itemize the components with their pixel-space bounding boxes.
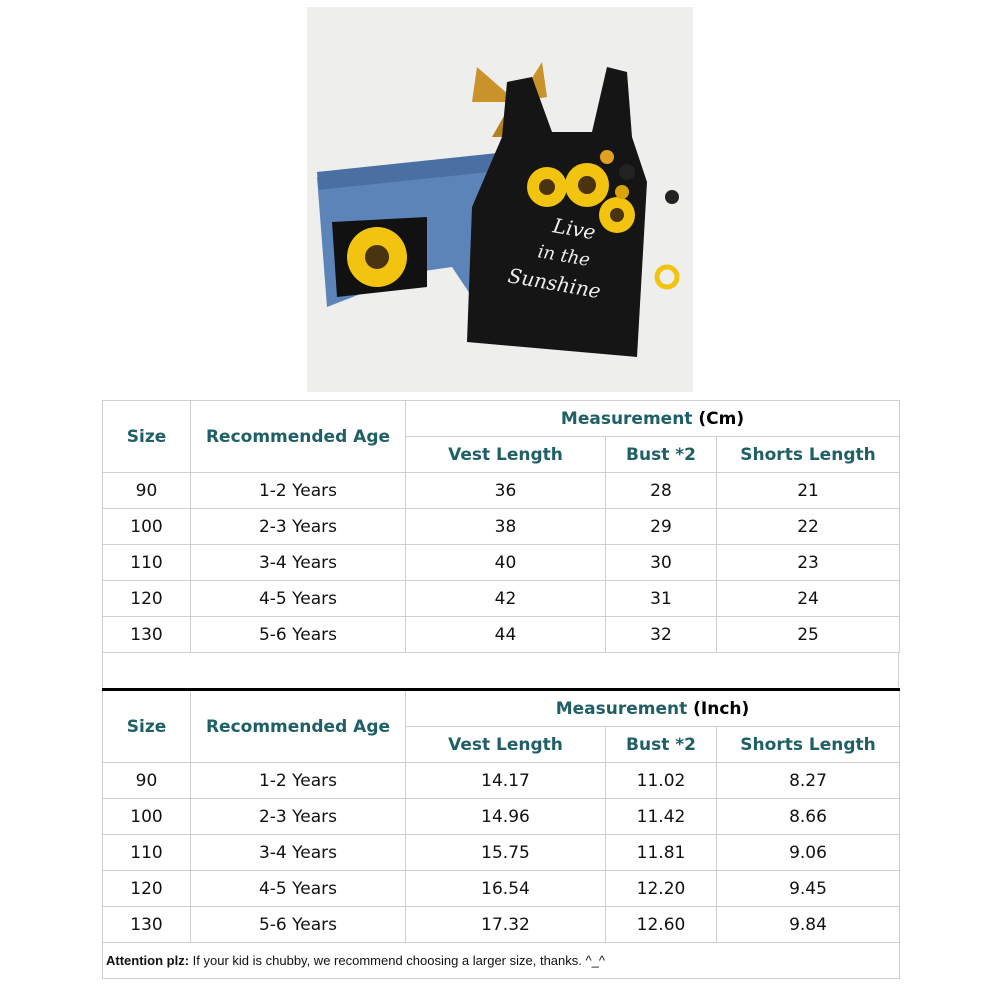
table-cell: 8.27 <box>717 763 900 799</box>
table-cell: 5-6 Years <box>191 617 406 653</box>
print-text-line: Live <box>551 213 598 245</box>
header-measurement: Measurement (Inch) <box>406 690 900 727</box>
table-row <box>103 545 900 581</box>
table-cell: 120 <box>103 871 191 907</box>
table-cell: 31 <box>606 581 717 617</box>
spacer-row <box>102 652 899 687</box>
unit-label: (Cm) <box>698 408 745 429</box>
table-cell: 2-3 Years <box>191 509 406 545</box>
table-cell: 8.66 <box>717 799 900 835</box>
table-cell: 90 <box>103 473 191 509</box>
table-cell: 32 <box>606 617 717 653</box>
attention-note: Attention plz: If your kid is chubby, we recommend choosing a larger size, thanks. ^_^ <box>103 943 900 979</box>
table-row <box>103 617 900 653</box>
table-cell: 21 <box>717 473 900 509</box>
header-bust: Bust *2 <box>606 727 717 763</box>
table-cell: 22 <box>717 509 900 545</box>
table-row <box>103 581 900 617</box>
table-cell: 2-3 Years <box>191 799 406 835</box>
table-cell: 24 <box>717 581 900 617</box>
header-shorts: Shorts Length <box>717 727 900 763</box>
table-cell: 14.96 <box>406 799 606 835</box>
black-tank-top <box>467 67 647 357</box>
header-size: Size <box>103 690 191 763</box>
size-chart-cm <box>102 400 900 653</box>
table-cell: 130 <box>103 617 191 653</box>
table-cell: 130 <box>103 907 191 943</box>
table-cell: 44 <box>406 617 606 653</box>
table-cell: 30 <box>606 545 717 581</box>
svg-text:Sunshine: Sunshine <box>506 263 603 304</box>
table-cell: 16.54 <box>406 871 606 907</box>
table-cell: 14.17 <box>406 763 606 799</box>
header-measurement: Measurement (Cm) <box>406 401 900 437</box>
header-age: Recommended Age <box>191 401 406 473</box>
table-cell: 36 <box>406 473 606 509</box>
svg-text:in the: in the <box>536 241 592 272</box>
table-cell: 29 <box>606 509 717 545</box>
table-cell: 5-6 Years <box>191 907 406 943</box>
table-cell: 9.06 <box>717 835 900 871</box>
header-bust: Bust *2 <box>606 437 717 473</box>
table-cell: 11.42 <box>606 799 717 835</box>
table-cell: 28 <box>606 473 717 509</box>
table-cell: 23 <box>717 545 900 581</box>
header-size: Size <box>103 401 191 473</box>
header-age: Recommended Age <box>191 690 406 763</box>
table-row <box>103 871 900 907</box>
table-cell: 110 <box>103 835 191 871</box>
table-cell: 42 <box>406 581 606 617</box>
table-cell: 9.84 <box>717 907 900 943</box>
unit-label: (Inch) <box>693 698 750 719</box>
header-vest: Vest Length <box>406 437 606 473</box>
table-cell: 12.60 <box>606 907 717 943</box>
header-shorts: Shorts Length <box>717 437 900 473</box>
table-cell: 9.45 <box>717 871 900 907</box>
table-cell: 17.32 <box>406 907 606 943</box>
table-cell: 11.81 <box>606 835 717 871</box>
table-cell: 25 <box>717 617 900 653</box>
table-row <box>103 763 900 799</box>
table-row <box>103 509 900 545</box>
table-row <box>103 473 900 509</box>
table-cell: 15.75 <box>406 835 606 871</box>
table-row <box>103 907 900 943</box>
table-cell: 3-4 Years <box>191 545 406 581</box>
table-cell: 120 <box>103 581 191 617</box>
table-cell: 110 <box>103 545 191 581</box>
table-cell: 100 <box>103 509 191 545</box>
header-vest: Vest Length <box>406 727 606 763</box>
table-cell: 38 <box>406 509 606 545</box>
table-row <box>103 799 900 835</box>
table-cell: 4-5 Years <box>191 871 406 907</box>
product-photo <box>307 7 693 392</box>
table-cell: 40 <box>406 545 606 581</box>
table-cell: 4-5 Years <box>191 581 406 617</box>
table-cell: 90 <box>103 763 191 799</box>
table-cell: 12.20 <box>606 871 717 907</box>
table-cell: 100 <box>103 799 191 835</box>
table-cell: 1-2 Years <box>191 763 406 799</box>
size-chart-inch <box>102 688 900 979</box>
table-cell: 11.02 <box>606 763 717 799</box>
table-cell: 3-4 Years <box>191 835 406 871</box>
table-cell: 1-2 Years <box>191 473 406 509</box>
table-row <box>103 835 900 871</box>
